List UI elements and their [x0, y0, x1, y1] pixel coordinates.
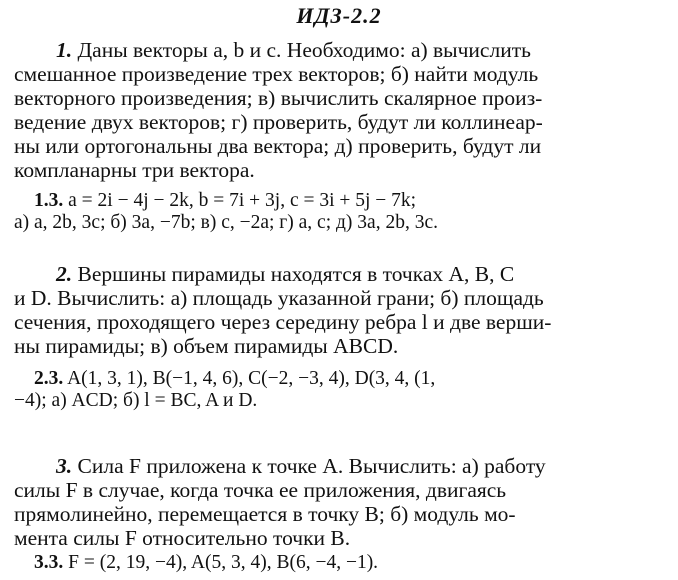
task-2-line-4: ны пирамиды; в) объем пирамиды ABCD. — [14, 334, 399, 358]
variant-3-3-number: 3.3. — [34, 552, 64, 573]
variant-1-3-line-2: а) a, 2b, 3c; б) 3a, −7b; в) c, −2a; г) a, c; д) 3a, 2b, 3c. — [14, 212, 438, 233]
task-3-line-3: прямолинейно, перемещается в точку B; б) модуль мо- — [14, 502, 516, 526]
document-title: ИДЗ-2.2 — [296, 3, 382, 28]
variant-1-3-vectors: a = 2i − 4j − 2k, b = 7i + 3j, c = 3i + 5j − 7k; — [68, 190, 417, 211]
task-3 — [14, 454, 664, 550]
task-3-line-4: мента силы F относительно точки B. — [14, 526, 351, 550]
variant-2-3-points: A(1, 3, 1), B(−1, 4, 6), C(−2, −3, 4), D(3, 4, (1, — [67, 368, 436, 389]
task-2-line-2: и D. Вычислить: а) площадь указанной грани; б) площадь — [14, 286, 544, 310]
task-1-line-3: векторного произведения; в) вычислить скалярное произ- — [14, 86, 543, 110]
task-2-text-line-1: Вершины пирамиды находятся в точках A, B, C — [77, 262, 515, 286]
task-3-line-1 — [14, 454, 664, 478]
task-1-line-5: ны или ортогональны два вектора; д) проверить, будут ли — [14, 134, 542, 158]
variant-1-3-line-1 — [14, 190, 664, 212]
variant-2-3-number: 2.3. — [34, 368, 64, 389]
task-3-text-line-1: Сила F приложена к точке A. Вычислить: а) работу — [77, 454, 546, 478]
variant-3-3-force: F = (2, 19, −4), A(5, 3, 4), B(6, −4, −1). — [68, 552, 379, 573]
variant-1-3 — [14, 190, 664, 234]
variant-2-3-line-2: −4); а) ACD; б) l = BC, A и D. — [14, 390, 258, 411]
variant-3-3 — [14, 552, 664, 574]
task-3-number: 3. — [56, 454, 73, 478]
task-2-line-1 — [14, 262, 664, 286]
task-1-number: 1. — [56, 38, 73, 62]
task-3-line-2: силы F в случае, когда точка ее приложения, двигаясь — [14, 478, 507, 502]
task-1-line-1 — [14, 38, 664, 62]
task-2 — [14, 262, 664, 358]
variant-2-3 — [14, 368, 664, 412]
task-1-line-4: ведение двух векторов; г) проверить, будут ли коллинеар- — [14, 110, 543, 134]
task-2-line-3: сечения, проходящего через середину ребра l и две верши- — [14, 310, 552, 334]
variant-2-3-line-1 — [14, 368, 664, 390]
variant-1-3-number: 1.3. — [34, 190, 64, 211]
task-1-line-2: смешанное произведение трех векторов; б) найти модуль — [14, 62, 539, 86]
task-1 — [14, 38, 664, 182]
task-1-text-line-1: Даны векторы a, b и c. Необходимо: а) вычислить — [77, 38, 531, 62]
task-2-number: 2. — [56, 262, 73, 286]
variant-3-3-line-1 — [14, 552, 664, 574]
task-1-line-6: компланарны три вектора. — [14, 158, 255, 182]
